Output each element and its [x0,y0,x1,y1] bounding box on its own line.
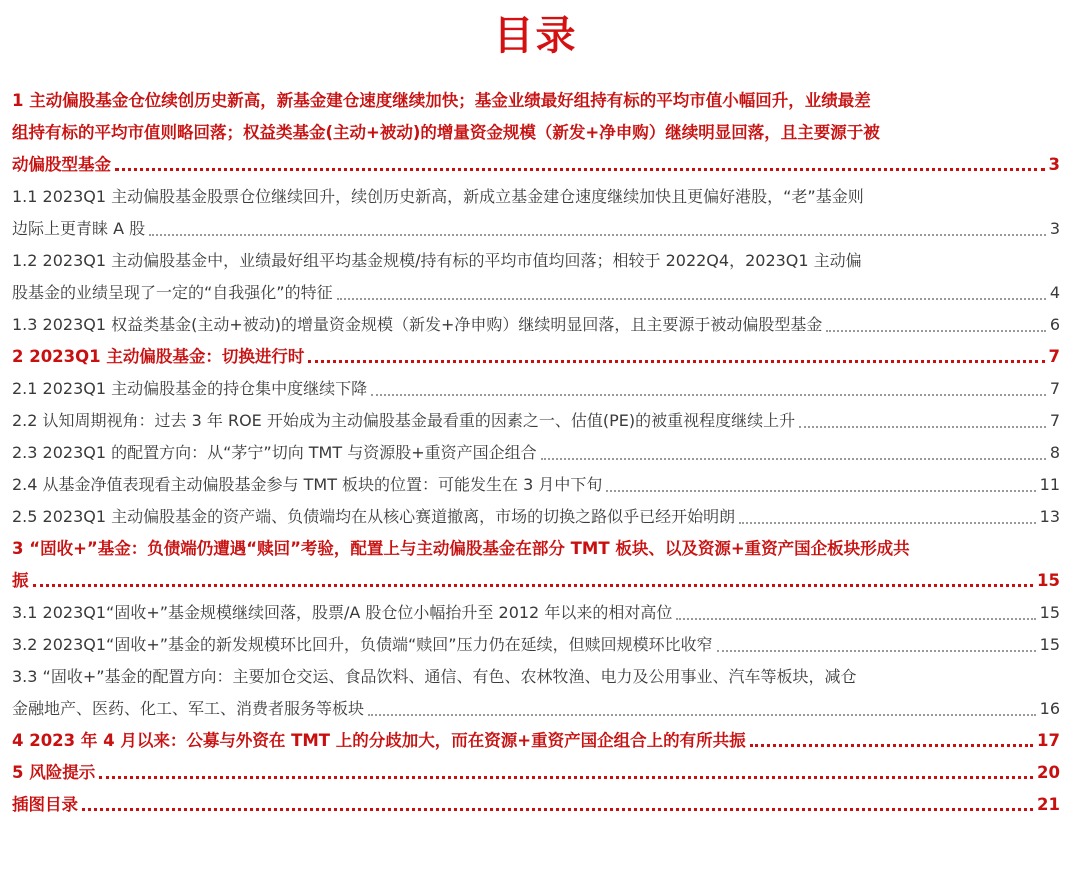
toc-entry-text-line: 组持有标的平均市值则略回落；权益类基金(主动+被动)的增量资金规模（新发+净申购）继续明显回落，且主要源于被 [12,123,880,142]
dot-leader [676,618,1035,620]
toc-entry-text-line: 1.2 2023Q1 主动偏股基金中，业绩最好组平均基金规模/持有标的平均市值均回落；相较于 2022Q4，2023Q1 主动偏 [12,251,862,270]
toc-page-number[interactable]: 13 [1039,507,1060,526]
toc-entry-text-line: 边际上更青睐 A 股 [12,219,146,238]
toc-entry-text-line: 2.3 2023Q1 的配置方向：从“茅宁”切向 TMT 与资源股+重资产国企组合 [12,443,537,462]
toc-entry-text-line: 3.3 “固收+”基金的配置方向：主要加仓交运、食品饮料、通信、有色、农林牧渔、电力及公用事业、汽车等板块，减仓 [12,667,857,686]
toc-page-number[interactable]: 15 [1039,635,1060,654]
dot-leader [149,234,1046,236]
toc-subsection-entry[interactable] [12,181,1060,245]
toc-subsection-entry[interactable] [12,245,1060,309]
dot-leader [739,522,1036,524]
toc-page-number[interactable]: 3 [1049,219,1060,238]
toc-page-number[interactable]: 21 [1037,795,1060,814]
toc-entry-text-line: 1.3 2023Q1 权益类基金(主动+被动)的增量资金规模（新发+净申购）继续明显回落，且主要源于被动偏股型基金 [12,315,823,334]
dot-leader [717,650,1036,652]
toc-subsection-entry[interactable] [12,437,1060,469]
dot-leader [33,584,1034,587]
toc-section-entry[interactable] [12,725,1060,757]
toc-entry-text-line: 动偏股型基金 [12,155,111,174]
toc-page-number[interactable]: 7 [1049,379,1060,398]
toc-subsection-entry[interactable] [12,469,1060,501]
toc-page-number[interactable]: 15 [1037,571,1060,590]
toc-section-entry[interactable] [12,533,1060,597]
toc-subsection-entry[interactable] [12,309,1060,341]
toc-entry-text-line: 4 2023 年 4 月以来：公募与外资在 TMT 上的分歧加大，而在资源+重资产国企组合上的有所共振 [12,731,746,750]
toc-page-number[interactable]: 8 [1049,443,1060,462]
toc-entry-text-line: 3 “固收+”基金：负债端仍遭遇“赎回”考验，配置上与主动偏股基金在部分 TMT 板块、以及资源+重资产国企板块形成共 [12,539,910,558]
dot-leader [308,360,1044,363]
toc-entry-text-line: 3.1 2023Q1“固收+”基金规模继续回落，股票/A 股仓位小幅抬升至 2012 年以来的相对高位 [12,603,673,622]
toc-subsection-entry[interactable] [12,661,1060,725]
toc-entry-text-line: 2 2023Q1 主动偏股基金：切换进行时 [12,347,305,366]
dot-leader [750,744,1033,747]
toc-subsection-entry[interactable] [12,373,1060,405]
toc-entry-text-line: 5 风险提示 [12,763,96,782]
toc-page-number[interactable]: 11 [1039,475,1060,494]
toc-subsection-entry[interactable] [12,629,1060,661]
toc-entry-text-line: 振 [12,571,29,590]
toc-entry-text-line: 2.5 2023Q1 主动偏股基金的资产端、负债端均在从核心赛道撤离，市场的切换之路似乎已经开始明朗 [12,507,736,526]
dot-leader [371,394,1046,396]
toc-page-number[interactable]: 20 [1037,763,1060,782]
toc-entry-text-line: 2.2 认知周期视角：过去 3 年 ROE 开始成为主动偏股基金最看重的因素之一、估值(PE)的被重视程度继续上升 [12,411,796,430]
dot-leader [115,168,1045,171]
toc-subsection-entry[interactable] [12,501,1060,533]
dot-leader [541,458,1046,460]
dot-leader [799,426,1046,428]
toc-page-number[interactable]: 3 [1048,155,1060,174]
toc-entry-text-line: 插图目录 [12,795,78,814]
toc-section-entry[interactable] [12,757,1060,789]
toc-entry-text-line: 金融地产、医药、化工、军工、消费者服务等板块 [12,699,365,718]
toc-subsection-entry[interactable] [12,597,1060,629]
toc-page-number[interactable]: 17 [1037,731,1060,750]
table-of-contents [12,85,1060,821]
toc-entry-text-line: 3.2 2023Q1“固收+”基金的新发规模环比回升，负债端“赎回”压力仍在延续，但赎回规模环比收窄 [12,635,713,654]
toc-page-number[interactable]: 15 [1039,603,1060,622]
toc-page-number[interactable]: 7 [1049,411,1060,430]
toc-entry-text-line: 1 主动偏股基金仓位续创历史新高，新基金建仓速度继续加快；基金业绩最好组持有标的平均市值小幅回升，业绩最差 [12,91,871,110]
dot-leader [826,330,1045,332]
dot-leader [368,714,1036,716]
toc-entry-text-line: 股基金的业绩呈现了一定的“自我强化”的特征 [12,283,333,302]
page-title: 目录 [493,13,578,59]
toc-page-number[interactable]: 7 [1048,347,1060,366]
dot-leader [82,808,1033,811]
dot-leader [606,490,1035,492]
toc-page-number[interactable]: 6 [1049,315,1060,334]
dot-leader [99,776,1033,779]
toc-section-entry[interactable] [12,341,1060,373]
toc-entry-text-line: 1.1 2023Q1 主动偏股基金股票仓位继续回升，续创历史新高，新成立基金建仓速度继续加快且更偏好港股，“老”基金则 [12,187,864,206]
toc-entry-text-line: 2.4 从基金净值表现看主动偏股基金参与 TMT 板块的位置：可能发生在 3 月中下旬 [12,475,603,494]
toc-section-entry[interactable] [12,85,1060,181]
dot-leader [337,298,1046,300]
toc-page-number[interactable]: 4 [1049,283,1060,302]
toc-section-entry[interactable] [12,789,1060,821]
toc-subsection-entry[interactable] [12,405,1060,437]
toc-entry-text-line: 2.1 2023Q1 主动偏股基金的持仓集中度继续下降 [12,379,368,398]
toc-page-number[interactable]: 16 [1039,699,1060,718]
